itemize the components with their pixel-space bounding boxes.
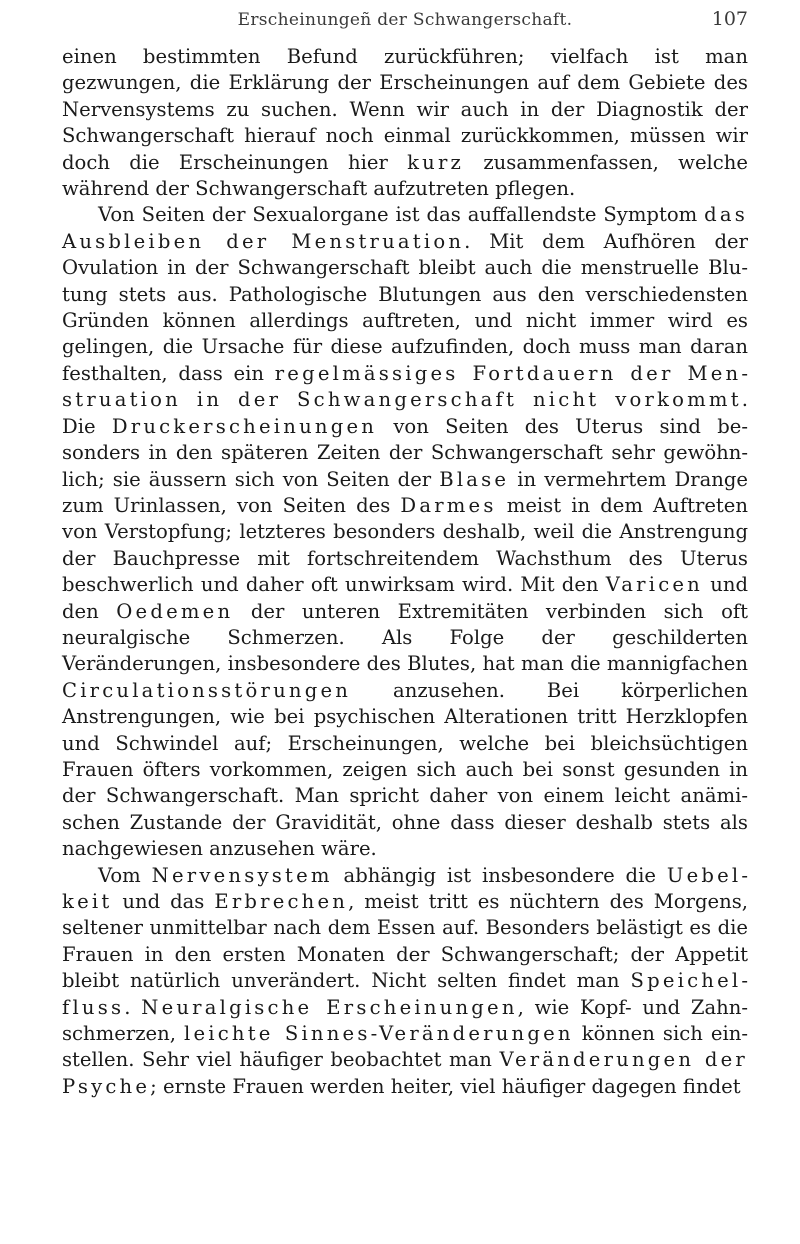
paragraph [62, 202, 748, 862]
emphasized-text: Druckerscheinungen [111, 414, 378, 438]
text-run: der unteren Extremitäten verbinden sich oft neuralgische Schmerzen. Als Folge der geschilderten Veränderungen, insbesondere des Blutes, hat man die mannigfachen [62, 599, 748, 676]
emphasized-text: Circulationsstörungen [62, 678, 352, 702]
text-run: und das [112, 890, 215, 913]
text-run: Von Seiten der Sexualorgane ist das auffallendste Symptom [98, 203, 705, 227]
book-page [62, 10, 748, 1100]
text-run: von Seiten des Uterus sind besonders in den späteren Zeiten der Schwangerschaft sehr gewöhnlich; sie äussern sich von Seiten der [62, 414, 748, 491]
text-run: anzusehen. Bei körperlichen Anstrengungen, wie bei psychischen Alterationen tritt Herzklopfen und Schwindel auf; Erscheinungen, welche bei bleichsüchtigen Frauen öfters vorkommen, zeigen sich auch bei sonst gesunden in der Schwangerschaft. Man spricht daher von einem leicht anämischen Zustande der Gravidität, ohne dass dieser deshalb stets als nachgewiesen anzusehen wäre. [62, 678, 748, 861]
emphasized-text: Speichelfluss [62, 969, 748, 1019]
text-run: in vermehrtem Drange zum Urinlassen, von Seiten des [62, 467, 749, 517]
emphasized-text: Neuralgische Erscheinungen [141, 995, 518, 1019]
running-title: Erscheinungeñ der Schwangerschaft. [237, 10, 573, 30]
emphasized-text: regelmässiges Fortdauern der Menstruation in der Schwangerschaft nicht vorkommt [62, 361, 748, 412]
text-run: . [124, 995, 142, 1019]
emphasized-text: Oedemen [116, 599, 234, 623]
emphasized-text: leichte Sinnes-Veränderungen [184, 1022, 574, 1046]
body-text [62, 44, 748, 1100]
text-run: , meist tritt es nüchtern des Morgens, seltener unmittelbar nach dem Essen auf. Besonders belästigt es die Frauen in den ersten Monaten der Schwangerschaft; der Appetit bleibt natürlich unverändert. Nicht selten findet man [62, 890, 749, 993]
text-run: meist in dem Auftreten von Verstopfung; letzteres besonders deshalb, weil die Anstrengung der Bauchpresse mit fortschreitendem Wachsthum des Uterus beschwerlich und daher oft unwirksam wird. Mit den [62, 493, 748, 597]
emphasized-text: Varicen [605, 573, 704, 597]
paragraph [62, 863, 748, 1101]
emphasized-text: Blase [439, 467, 510, 491]
text-run: Vom [98, 863, 152, 887]
paragraph [62, 44, 748, 202]
emphasized-text: kurz [407, 150, 465, 174]
emphasized-text: Uebelkeit [62, 863, 748, 913]
text-run: . Mit dem Aufhören der Ovulation in der Schwangerschaft bleibt auch die menstruelle Blutung stets aus. Pathologische Blutungen aus den verschiedensten Gründen können allerdings auftreten, und nicht immer wird es gelingen, die Ursache für diese aufzufinden, doch muss man daran festhalten, dass ein [62, 229, 748, 385]
text-run: abhängig ist insbesondere die [332, 863, 667, 887]
emphasized-text: Darmes [400, 493, 497, 517]
text-run: , wie Kopf- und Zahnschmerzen, [62, 995, 749, 1046]
text-run: zusammenfassen, welche während der Schwangerschaft aufzutreten pflegen. [62, 150, 748, 201]
emphasized-text: das Ausbleiben der Menstruation [62, 203, 748, 253]
text-run: können sich einstellen. Sehr viel häufiger beobachtet man [62, 1022, 748, 1072]
page-number: 107 [711, 8, 748, 30]
text-run: ; ernste Frauen werden heiter, viel häufiger dagegen findet [150, 1074, 741, 1098]
text-run: einen bestimmten Befund zurückführen; vielfach ist man gezwungen, die Erklärung der Erscheinungen auf dem Gebiete des Nervensystems zu suchen. Wenn wir auch in der Diagnostik der Schwangerschaft hierauf noch einmal zurückkommen, müssen wir doch die Erscheinungen hier [62, 45, 748, 174]
emphasized-text: Veränderungen der Psyche [62, 1048, 748, 1098]
text-run: . Die [62, 388, 748, 438]
text-run: und den [62, 573, 748, 623]
running-head [62, 10, 748, 44]
emphasized-text: Nervensystem [151, 863, 333, 887]
emphasized-text: Erbrechen [214, 890, 349, 913]
